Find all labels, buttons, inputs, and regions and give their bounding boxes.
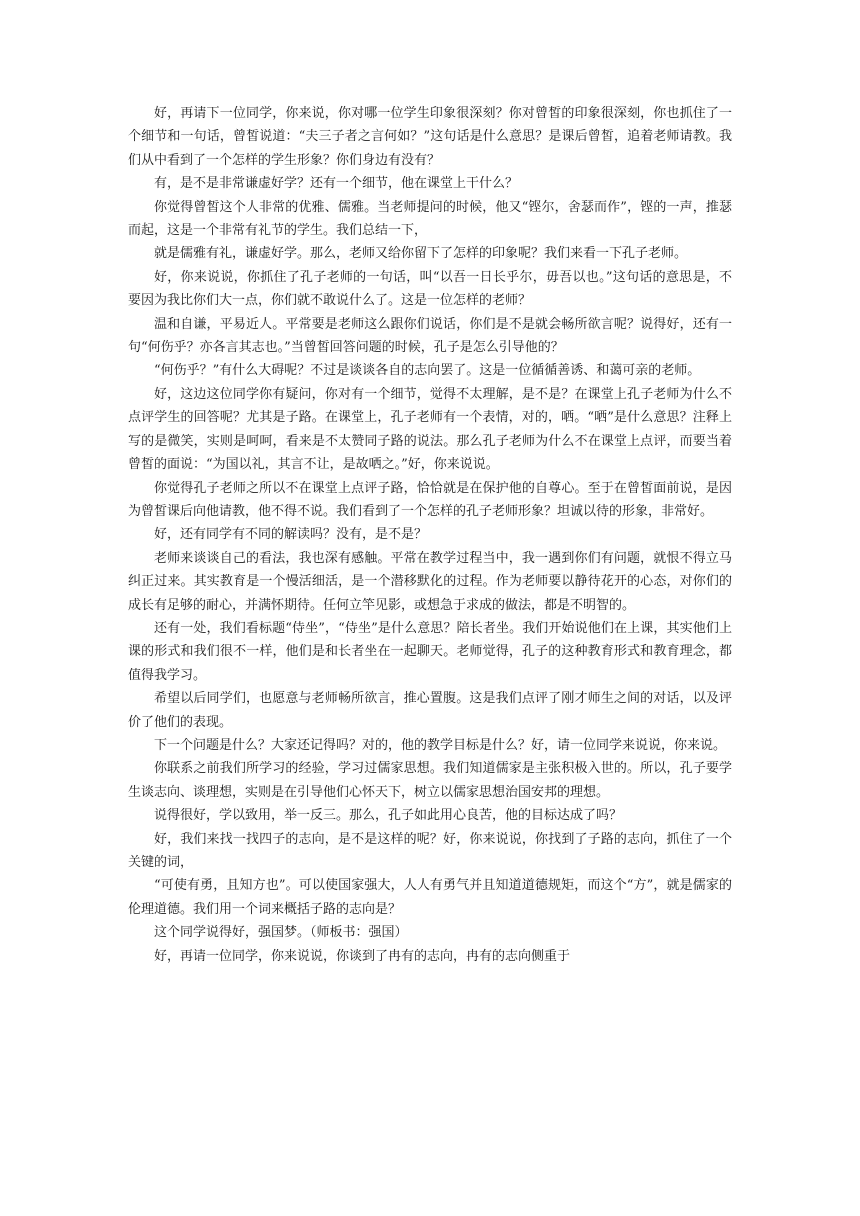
paragraph: 说得很好，学以致用，举一反三。那么，孔子如此用心良苦，他的目标达成了吗？ [154, 808, 623, 824]
paragraph: 老师来谈谈自己的看法，我也深有感触。平常在教学过程当中，我一遇到你们有问题，就恨不得立马纠正过来。其实教育是一个慢活细活，是一个潜移默化的过程。作为老师要以静待花开的心态，对你们的成长有足够的耐心，并满怀期待。任何立竿见影，或想急于求成的做法，都是不明智的。 [128, 550, 732, 613]
paragraph: 好，还有同学有不同的解读吗？没有，是不是？ [154, 527, 428, 543]
paragraph: 好，我们来找一找四子的志向，是不是这样的呢？好，你来说说，你找到了子路的志向，抓住了一个关键的词， [128, 831, 732, 870]
paragraph: “何伤乎？”有什么大碍呢？不过是谈谈各自的志向罢了。这是一位循循善诱、和蔼可亲的老师。 [154, 363, 701, 379]
paragraph: 好，你来说说，你抓住了孔子老师的一句话，叫“以吾一日长乎尔，毋吾以也。”这句话的意思是，不要因为我比你们大一点，你们就不敢说什么了。这是一位怎样的老师？ [128, 269, 732, 309]
paragraph: 下一个问题是什么？大家还记得吗？对的，他的教学目标是什么？好，请一位同学来说说，你来说。 [154, 737, 727, 753]
paragraph: 还有一处，我们看标题“侍坐”，“侍坐”是什么意思？陪长者坐。我们开始说他们在上课，其实他们上课的形式和我们很不一样，他们是和长者坐在一起聊天。老师觉得，孔子的这种教育形式和教育理念，都值得我学习。 [128, 620, 732, 683]
document-body [128, 102, 732, 968]
paragraph: 好，再请一位同学，你来说说，你谈到了冉有的志向，冉有的志向侧重于 [154, 948, 571, 964]
paragraph: 你觉得孔子老师之所以不在课堂上点评子路，恰恰就是在保护他的自尊心。至于在曾皙面前说，是因为曾皙课后向他请教，他不得不说。我们看到了一个怎样的孔子老师形象？坦诚以待的形象，非常好。 [128, 480, 732, 519]
paragraph: 温和自谦，平易近人。平常要是老师这么跟你们说话，你们是不是就会畅所欲言呢？说得好，还有一句“何伤乎？亦各言其志也。”当曾皙回答问题的时候，孔子是怎么引导他的？ [128, 316, 732, 356]
paragraph: 好，再请下一位同学，你来说，你对哪一位学生印象很深刻？你对曾皙的印象很深刻，你也抓住了一个细节和一句话，曾皙说道：“夫三子者之言何如？”这句话是什么意思？是课后曾皙，追着老师请教。我们从中看到了一个怎样的学生形象？你们身边有没有？ [128, 106, 732, 168]
paragraph: 这个同学说得好，强国梦。（师板书：强国） [154, 925, 408, 941]
paragraph: 有，是不是非常谦虚好学？还有一个细节，他在课堂上干什么？ [154, 176, 519, 192]
paragraph: “可使有勇，且知方也”。可以使国家强大，人人有勇气并且知道道德规矩，而这个“方”，就是儒家的伦理道德。我们用一个词来概括子路的志向是？ [128, 878, 732, 917]
paragraph: 希望以后同学们，也愿意与老师畅所欲言，推心置腹。这是我们点评了刚才师生之间的对话，以及评价了他们的表现。 [128, 691, 732, 730]
paragraph: 就是儒雅有礼，谦虚好学。那么，老师又给你留下了怎样的印象呢？我们来看一下孔子老师。 [154, 246, 688, 262]
paragraph: 你联系之前我们所学习的经验，学习过儒家思想。我们知道儒家是主张积极入世的。所以，孔子要学生谈志向、谈理想，实则是在引导他们心怀天下，树立以儒家思想治国安邦的理想。 [128, 761, 732, 800]
paragraph: 你觉得曾皙这个人非常的优雅、儒雅。当老师提问的时候，他又“铿尔，舍瑟而作”，铿的一声，推瑟而起，这是一个非常有礼节的学生。我们总结一下， [128, 199, 732, 239]
paragraph: 好，这边这位同学你有疑问，你对有一个细节，觉得不太理解，是不是？在课堂上孔子老师为什么不点评学生的回答呢？尤其是子路。在课堂上，孔子老师有一个表情，对的，哂。“哂”是什么意思？注释上写的是微笑，实则是呵呵，看来是不太赞同子路的说法。那么孔子老师为什么不在课堂上点评，而要当着曾皙的面说：“为国以礼，其言不让，是故哂之。”好，你来说说。 [128, 386, 732, 473]
